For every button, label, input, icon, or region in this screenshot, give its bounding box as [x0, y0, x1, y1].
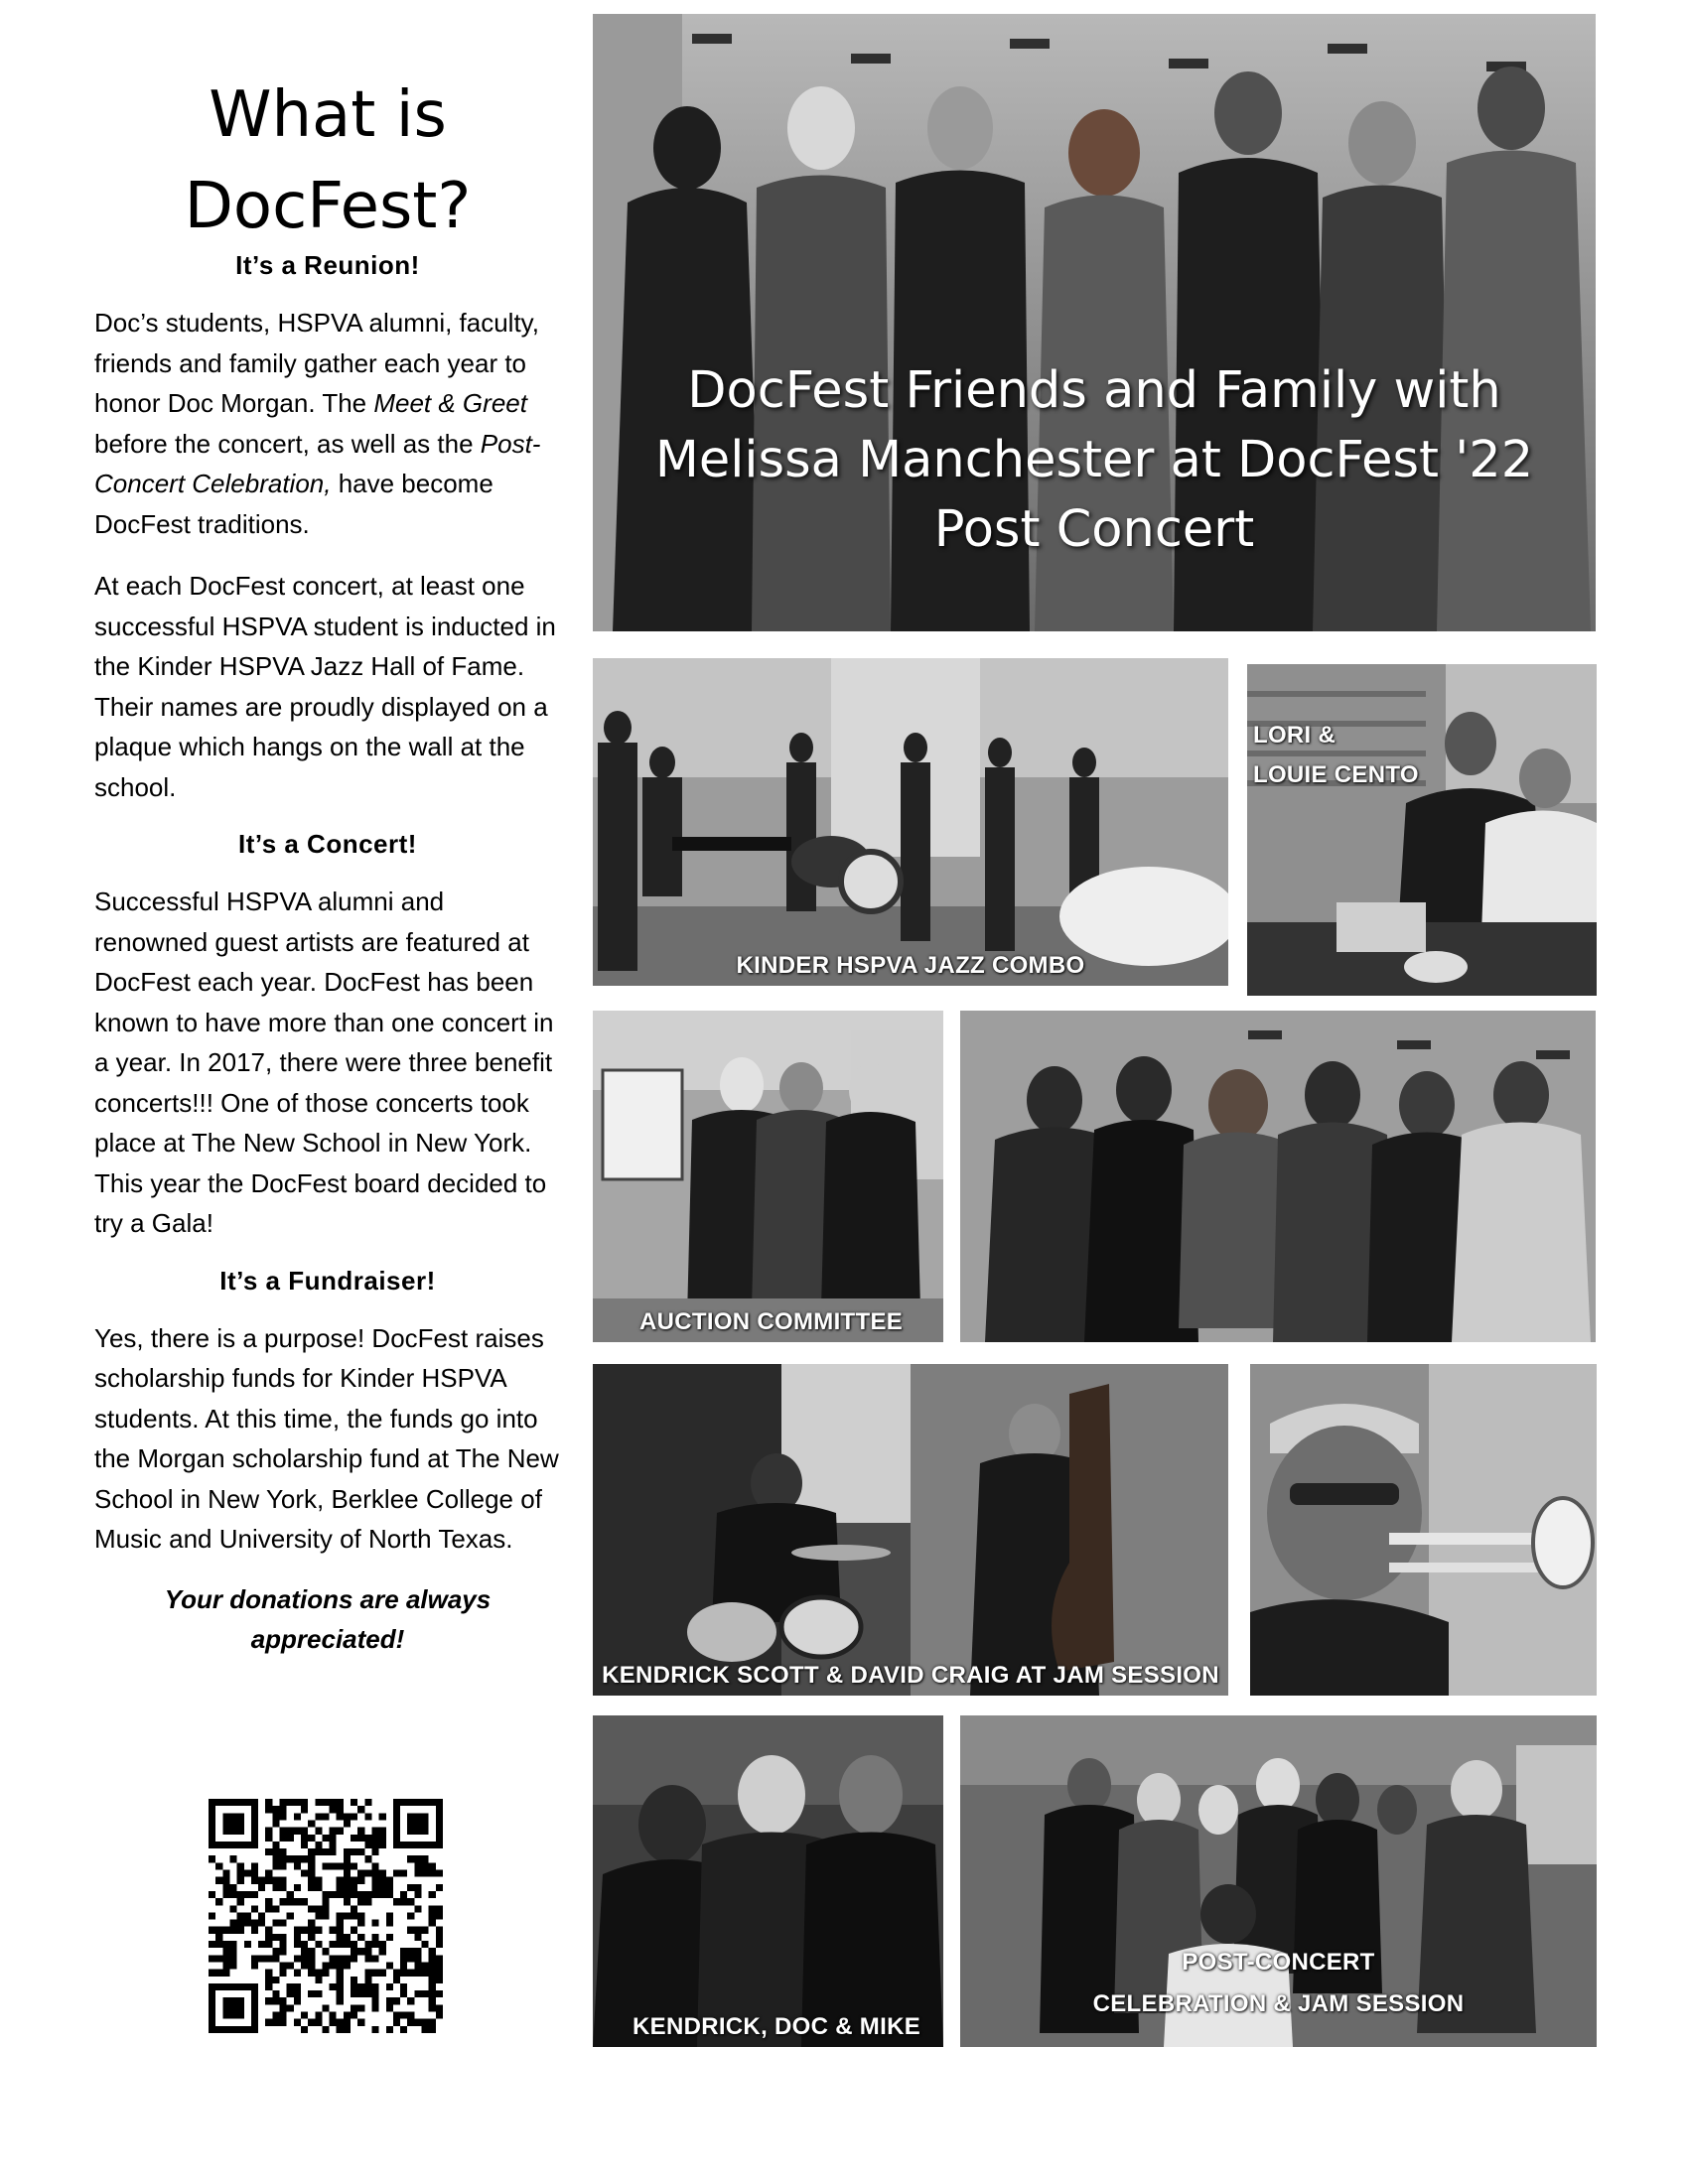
- auction-caption: AUCTION COMMITTEE: [639, 1308, 904, 1335]
- hero-caption: [593, 356, 1596, 565]
- reunion-text-b: before the concert, as well as the: [94, 428, 481, 459]
- concert-heading: It’s a Concert!: [238, 829, 417, 859]
- hero-caption-line-1: DocFest Friends and Family with: [687, 361, 1501, 420]
- meet-greet-text: Meet & Greet: [373, 388, 527, 418]
- jazz-combo-caption-wrap: [593, 952, 1228, 980]
- trombone-scene: [1250, 1364, 1597, 1696]
- jazz-combo-scene: [593, 658, 1228, 986]
- page-title: [94, 69, 561, 252]
- auction-photo: [593, 1011, 943, 1342]
- jam-session-caption-wrap: [593, 1662, 1228, 1690]
- qr-code-icon: [209, 1799, 443, 2033]
- cento-photo: [1247, 664, 1597, 996]
- fundraiser-paragraph: Yes, there is a purpose! DocFest raises scholarship funds for Kinder HSPVA students. At this time, the funds go into the Morgan scholarship fund at The New School in New York, Berklee College of Music and University of North Texas.: [94, 1322, 559, 1554]
- reunion-text-c: have become DocFest traditions.: [94, 469, 493, 539]
- title-line-2: DocFest?: [184, 170, 472, 243]
- fundraiser-heading: It’s a Fundraiser!: [219, 1265, 436, 1296]
- jam-session-photo: [593, 1364, 1228, 1696]
- trombone-photo: [1250, 1364, 1597, 1696]
- donation-appeal: [94, 1579, 561, 1659]
- cento-caption-line-1: LORI &: [1253, 722, 1336, 749]
- hero-caption-line-3: Post Concert: [933, 500, 1255, 559]
- donation-line-2: appreciated!: [250, 1623, 405, 1654]
- hero-caption-line-2: Melissa Manchester at DocFest '22: [654, 431, 1534, 489]
- reunion-heading: It’s a Reunion!: [235, 250, 420, 280]
- group-six-scene: [960, 1011, 1596, 1342]
- reunion-text-a: Doc’s students, HSPVA alumni, faculty, friends and family gather each year to honor Doc Morgan. The: [94, 308, 539, 418]
- kendrick-doc-mike-photo: [593, 1715, 943, 2047]
- cento-scene: [1247, 664, 1597, 996]
- post-concert-caption: [960, 1942, 1597, 2025]
- auction-scene: [593, 1011, 943, 1342]
- title-line-1: What is: [209, 78, 447, 152]
- jazz-combo-caption: KINDER HSPVA JAZZ COMBO: [736, 952, 1085, 979]
- post-concert-caption-line-2: CELEBRATION & JAM SESSION: [1092, 1990, 1465, 2017]
- donation-line-1: Your donations are always: [164, 1583, 492, 1614]
- hero-photo: [593, 14, 1596, 631]
- kendrick-doc-mike-caption: KENDRICK, DOC & MIKE: [633, 2013, 921, 2040]
- jam-session-scene: [593, 1364, 1228, 1696]
- cento-caption-line-2: LOUIE CENTO: [1253, 761, 1419, 788]
- post-concert-caption-line-1: POST-CONCERT: [1182, 1949, 1375, 1976]
- donation-qr-code[interactable]: [209, 1799, 443, 2033]
- reunion-paragraph-1: [94, 303, 561, 544]
- kendrick-doc-mike-scene: [593, 1715, 943, 2047]
- post-concert-photo: [960, 1715, 1597, 2047]
- left-column: [94, 69, 561, 1659]
- cento-caption: [1253, 716, 1419, 795]
- group-six-photo: [960, 1011, 1596, 1342]
- reunion-paragraph-2: At each DocFest concert, at least one successful HSPVA student is inducted in the Kinder HSPVA Jazz Hall of Fame. Their names are proudly displayed on a plaque which hangs on the wall at the school.: [94, 571, 556, 802]
- jazz-combo-photo: [593, 658, 1228, 986]
- post-concert-text: Post-Concert Celebration,: [94, 428, 541, 498]
- concert-paragraph: Successful HSPVA alumni and renowned guest artists are featured at DocFest each year. DocFest has been known to have more than one concert in a year. In 2017, there were three benefit concerts!!! One of those concerts took place at The New School in New York. This year the DocFest board decided to try a Gala!: [94, 887, 554, 1238]
- jam-session-caption: KENDRICK SCOTT & DAVID CRAIG AT JAM SESSION: [602, 1662, 1219, 1689]
